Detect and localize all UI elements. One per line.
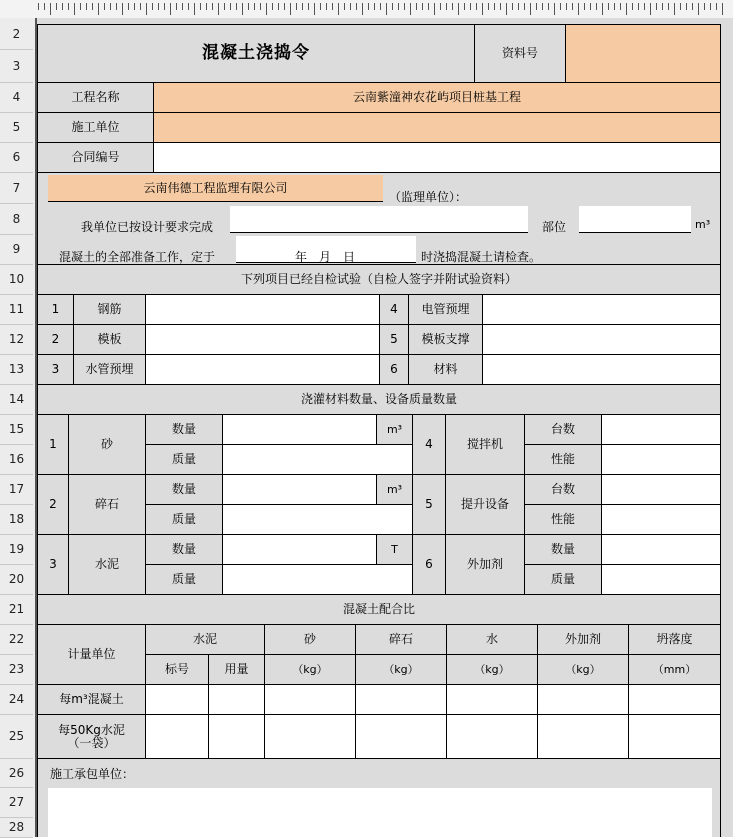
ruler-tick xyxy=(572,3,573,10)
ruler-tick xyxy=(548,3,549,10)
col-additive[interactable]: 外加剂 xyxy=(537,624,629,655)
qty-value[interactable] xyxy=(222,474,377,505)
notice-line1-prefix: 我单位已按设计要求完成 xyxy=(81,220,214,234)
row-number[interactable]: 20 xyxy=(0,564,33,595)
footer-contractor-label: 施工承包单位： xyxy=(50,767,135,781)
material-label[interactable]: 砂 xyxy=(68,414,146,475)
equipment-no[interactable]: 5 xyxy=(412,474,446,535)
ruler-tick xyxy=(68,3,69,10)
materials-header[interactable]: 浇灌材料数量、设备质量数量 xyxy=(37,384,721,415)
ruler-tick xyxy=(248,3,249,10)
ruler-tick xyxy=(458,3,459,15)
ruler-tick xyxy=(212,3,213,10)
selfcheck-sign[interactable] xyxy=(145,354,380,385)
qty-label[interactable]: 数量 xyxy=(145,414,223,445)
work-content-field[interactable] xyxy=(230,206,528,233)
ruler-tick xyxy=(332,3,333,10)
ruler-tick xyxy=(338,3,339,15)
qty-value[interactable] xyxy=(222,414,377,445)
notice-line2-suffix: 时浇捣混凝土请检查。 xyxy=(421,250,542,264)
row-number[interactable]: 23 xyxy=(0,654,33,685)
project-name-label[interactable]: 工程名称 xyxy=(37,82,154,113)
ruler-tick xyxy=(440,3,441,10)
additive-qty-label[interactable]: 数量 xyxy=(524,534,602,565)
ruler-tick xyxy=(314,3,315,15)
ruler-tick xyxy=(434,3,435,15)
ruler-tick xyxy=(284,3,285,10)
qty-label[interactable]: 数量 xyxy=(145,534,223,565)
ruler-tick xyxy=(146,3,147,15)
doc-no-value[interactable] xyxy=(565,24,721,83)
part-label: 部位 xyxy=(542,220,567,234)
material-no[interactable]: 1 xyxy=(37,414,69,475)
row-number[interactable]: 6 xyxy=(0,142,33,173)
ruler-tick xyxy=(296,3,297,10)
mix-header[interactable]: 混凝土配合比 xyxy=(37,594,721,625)
mix-row-per-bag-line2: （一袋） xyxy=(67,735,116,750)
selfcheck-label[interactable]: 材料 xyxy=(408,354,483,385)
ruler-tick xyxy=(38,3,39,10)
ruler-tick xyxy=(518,3,519,10)
selfcheck-no[interactable]: 4 xyxy=(379,294,409,325)
ruler-tick xyxy=(320,3,321,10)
ruler-tick xyxy=(722,3,723,15)
ruler-tick xyxy=(242,3,243,15)
mix-cell[interactable] xyxy=(628,684,721,715)
ruler-tick xyxy=(554,3,555,15)
perf-label[interactable]: 性能 xyxy=(524,444,602,475)
unit-mm[interactable]: （mm） xyxy=(628,654,721,685)
ruler-tick xyxy=(566,3,567,10)
selfcheck-sign[interactable] xyxy=(145,294,380,325)
ruler-tick xyxy=(62,3,63,10)
ruler-tick xyxy=(374,3,375,10)
ruler-tick xyxy=(182,3,183,10)
ruler-tick xyxy=(590,3,591,10)
col-slump[interactable]: 坍落度 xyxy=(628,624,721,655)
ruler-tick xyxy=(290,3,291,15)
perf-label[interactable]: 性能 xyxy=(524,504,602,535)
ruler-tick xyxy=(632,3,633,10)
row-number[interactable]: 24 xyxy=(0,684,33,715)
ruler-tick xyxy=(530,3,531,15)
qty-unit[interactable]: m³ xyxy=(376,414,413,445)
ruler-tick xyxy=(698,3,699,15)
ruler-tick xyxy=(500,3,501,10)
mix-cell[interactable] xyxy=(537,684,629,715)
quality-value[interactable] xyxy=(222,444,413,475)
ruler-tick xyxy=(92,3,93,10)
ruler-tick xyxy=(266,3,267,15)
ruler-tick xyxy=(230,3,231,10)
ruler-tick xyxy=(326,3,327,10)
ruler-tick xyxy=(362,3,363,15)
count-label[interactable]: 台数 xyxy=(524,414,602,445)
ruler-tick xyxy=(356,3,357,10)
ruler-tick xyxy=(704,3,705,10)
equipment-label[interactable]: 搅拌机 xyxy=(445,414,525,475)
date-text: 年 月 日 xyxy=(295,250,356,264)
ruler-tick xyxy=(122,3,123,15)
mix-row-per-bag-line1: 每50Kg水泥 xyxy=(58,722,125,737)
row-number[interactable]: 13 xyxy=(0,354,33,385)
contract-no-value[interactable] xyxy=(153,142,721,173)
doc-no-label[interactable]: 资料号 xyxy=(474,24,566,83)
part-field[interactable] xyxy=(579,206,691,233)
row-number[interactable]: 18 xyxy=(0,504,33,535)
selfcheck-header[interactable]: 下列项目已经自检试验（自检人签字并附试验资料） xyxy=(37,264,721,295)
row-number[interactable]: 8 xyxy=(0,203,33,235)
ruler-tick xyxy=(140,3,141,10)
material-label[interactable]: 水泥 xyxy=(68,534,146,595)
ruler-tick xyxy=(110,3,111,10)
selfcheck-sign[interactable] xyxy=(482,324,721,355)
unit-label[interactable]: 计量单位 xyxy=(37,624,146,685)
ruler-tick xyxy=(86,3,87,10)
row-number[interactable]: 26 xyxy=(0,758,33,788)
ruler-tick xyxy=(422,3,423,10)
supervisor-company[interactable]: 云南伟德工程监理有限公司 xyxy=(48,175,383,202)
equipment-no[interactable]: 4 xyxy=(412,414,446,475)
quality-label[interactable]: 质量 xyxy=(145,444,223,475)
selfcheck-sign[interactable] xyxy=(482,294,721,325)
ruler-tick xyxy=(80,3,81,10)
ruler-tick xyxy=(608,3,609,10)
ruler-tick xyxy=(620,3,621,10)
ruler-tick xyxy=(656,3,657,10)
row-header xyxy=(0,18,37,837)
col-cement[interactable]: 水泥 xyxy=(145,624,265,655)
selfcheck-label[interactable]: 钢筋 xyxy=(73,294,146,325)
ruler-tick xyxy=(584,3,585,10)
row-number[interactable]: 14 xyxy=(0,384,33,415)
row-number[interactable]: 12 xyxy=(0,324,33,355)
selfcheck-label[interactable]: 水管预埋 xyxy=(73,354,146,385)
ruler-tick xyxy=(662,3,663,10)
ruler-tick xyxy=(194,3,195,15)
ruler-tick xyxy=(170,3,171,15)
row-number[interactable]: 2 xyxy=(0,18,33,50)
unit-kg[interactable]: （kg） xyxy=(446,654,538,685)
row-number[interactable]: 27 xyxy=(0,787,33,818)
ruler-tick xyxy=(674,3,675,15)
contractor-value[interactable] xyxy=(153,112,721,143)
row-number[interactable]: 17 xyxy=(0,474,33,505)
ruler-tick xyxy=(224,3,225,10)
row-number[interactable]: 3 xyxy=(0,49,33,83)
ruler-tick xyxy=(560,3,561,10)
mix-cell[interactable] xyxy=(446,684,538,715)
ruler-tick xyxy=(386,3,387,15)
col-water[interactable]: 水 xyxy=(446,624,538,655)
selfcheck-no[interactable]: 5 xyxy=(379,324,409,355)
selfcheck-sign[interactable] xyxy=(482,354,721,385)
ruler-tick xyxy=(470,3,471,10)
ruler-tick xyxy=(614,3,615,10)
qty-unit[interactable]: T xyxy=(376,534,413,565)
ruler-tick xyxy=(644,3,645,10)
qty-unit[interactable]: m³ xyxy=(376,474,413,505)
mix-row-per-m3[interactable]: 每m³混凝土 xyxy=(37,684,146,715)
quality-value[interactable] xyxy=(222,504,413,535)
quality-label[interactable]: 质量 xyxy=(145,504,223,535)
ruler-tick xyxy=(578,3,579,15)
mix-cell[interactable] xyxy=(628,714,721,759)
ruler-tick xyxy=(218,3,219,15)
row-number[interactable]: 19 xyxy=(0,534,33,565)
selfcheck-no[interactable]: 6 xyxy=(379,354,409,385)
row-number[interactable]: 21 xyxy=(0,594,33,625)
ruler-tick xyxy=(158,3,159,10)
unit-kg[interactable]: （kg） xyxy=(264,654,356,685)
selfcheck-sign[interactable] xyxy=(145,324,380,355)
additive-quality-label[interactable]: 质量 xyxy=(524,564,602,595)
ruler-tick xyxy=(482,3,483,15)
worksheet xyxy=(37,18,733,837)
form-title[interactable]: 混凝土浇捣令 xyxy=(37,24,475,83)
ruler-tick xyxy=(74,3,75,15)
ruler-tick xyxy=(596,3,597,10)
ruler-tick xyxy=(638,3,639,10)
ruler-tick xyxy=(602,3,603,15)
ruler-tick xyxy=(476,3,477,10)
count-value[interactable] xyxy=(601,474,721,505)
ruler-tick xyxy=(416,3,417,10)
ruler-tick xyxy=(524,3,525,10)
ruler-tick xyxy=(164,3,165,10)
ruler-tick xyxy=(668,3,669,10)
ruler-tick xyxy=(506,3,507,15)
material-label[interactable]: 碎石 xyxy=(68,474,146,535)
col-gravel[interactable]: 碎石 xyxy=(355,624,447,655)
notice-line2-prefix: 混凝土的全部准备工作，定于 xyxy=(59,250,216,264)
ruler-tick xyxy=(152,3,153,10)
selfcheck-label[interactable]: 模板支撑 xyxy=(408,324,483,355)
ruler-tick xyxy=(206,3,207,10)
ruler-tick xyxy=(302,3,303,10)
count-label[interactable]: 台数 xyxy=(524,474,602,505)
ruler-tick xyxy=(56,3,57,10)
ruler-tick xyxy=(488,3,489,10)
ruler-tick xyxy=(260,3,261,10)
qty-value[interactable] xyxy=(222,534,377,565)
col-sand[interactable]: 砂 xyxy=(264,624,356,655)
ruler-tick xyxy=(626,3,627,15)
ruler-tick xyxy=(512,3,513,10)
selfcheck-no[interactable]: 2 xyxy=(37,324,74,355)
ruler-tick xyxy=(692,3,693,10)
row-number[interactable]: 22 xyxy=(0,624,33,655)
ruler-tick xyxy=(716,3,717,10)
unit-kg[interactable]: （kg） xyxy=(537,654,629,685)
row-number[interactable]: 4 xyxy=(0,82,33,113)
row-number[interactable]: 5 xyxy=(0,112,33,143)
row-number[interactable]: 25 xyxy=(0,714,33,759)
ruler-tick xyxy=(104,3,105,10)
unit-kg[interactable]: （kg） xyxy=(355,654,447,685)
selfcheck-label[interactable]: 模板 xyxy=(73,324,146,355)
equipment-label[interactable]: 提升设备 xyxy=(445,474,525,535)
row-number[interactable]: 28 xyxy=(0,817,33,838)
contractor-label[interactable]: 施工单位 xyxy=(37,112,154,143)
row-number[interactable]: 10 xyxy=(0,264,33,295)
equipment-no[interactable]: 6 xyxy=(412,534,446,595)
contract-no-label[interactable]: 合同编号 xyxy=(37,142,154,173)
supervisor-suffix: （监理单位）： xyxy=(389,190,468,204)
ruler-tick xyxy=(272,3,273,10)
quality-value[interactable] xyxy=(222,564,413,595)
footer-signature-area[interactable] xyxy=(48,788,712,837)
mix-row-per-bag[interactable] xyxy=(37,714,146,759)
mix-cell[interactable] xyxy=(208,684,265,715)
perf-value[interactable] xyxy=(601,444,721,475)
material-no[interactable]: 3 xyxy=(37,534,69,595)
row-number[interactable]: 7 xyxy=(0,172,33,204)
ruler-tick xyxy=(254,3,255,10)
row-number[interactable]: 9 xyxy=(0,234,33,265)
ruler-tick xyxy=(428,3,429,10)
col-dosage[interactable]: 用量 xyxy=(208,654,265,685)
ruler-tick xyxy=(650,3,651,15)
ruler-tick xyxy=(680,3,681,10)
additive-quality-value[interactable] xyxy=(601,564,721,595)
mix-cell[interactable] xyxy=(208,714,265,759)
ruler-tick xyxy=(464,3,465,10)
mix-cell[interactable] xyxy=(355,684,447,715)
mix-cell[interactable] xyxy=(264,714,356,759)
row-number[interactable]: 16 xyxy=(0,444,33,475)
ruler-tick xyxy=(380,3,381,10)
additive-qty-value[interactable] xyxy=(601,534,721,565)
mix-cell[interactable] xyxy=(537,714,629,759)
ruler-tick xyxy=(98,3,99,15)
selfcheck-no[interactable]: 1 xyxy=(37,294,74,325)
ruler-tick xyxy=(452,3,453,10)
col-grade[interactable]: 标号 xyxy=(145,654,209,685)
ruler-tick xyxy=(398,3,399,10)
row-number[interactable]: 11 xyxy=(0,294,33,325)
ruler-tick xyxy=(368,3,369,10)
ruler-tick xyxy=(392,3,393,10)
mix-cell[interactable] xyxy=(264,684,356,715)
ruler-tick xyxy=(350,3,351,10)
ruler-tick xyxy=(710,3,711,10)
ruler-tick xyxy=(308,3,309,10)
ruler-tick xyxy=(344,3,345,10)
ruler-tick xyxy=(404,3,405,10)
equipment-label[interactable]: 外加剂 xyxy=(445,534,525,595)
ruler-tick xyxy=(116,3,117,10)
mix-cell[interactable] xyxy=(446,714,538,759)
ruler-tick xyxy=(410,3,411,15)
quality-label[interactable]: 质量 xyxy=(145,564,223,595)
ruler-tick xyxy=(176,3,177,10)
ruler-tick xyxy=(686,3,687,10)
ruler-tick xyxy=(536,3,537,10)
mix-cell[interactable] xyxy=(355,714,447,759)
mix-cell[interactable] xyxy=(145,684,209,715)
ruler-tick xyxy=(188,3,189,10)
count-value[interactable] xyxy=(601,414,721,445)
ruler-tick xyxy=(236,3,237,10)
mix-cell[interactable] xyxy=(145,714,209,759)
ruler-tick xyxy=(494,3,495,10)
ruler-tick xyxy=(200,3,201,10)
ruler-tick xyxy=(278,3,279,10)
ruler-tick xyxy=(542,3,543,10)
ruler-tick xyxy=(128,3,129,10)
ruler-tick xyxy=(446,3,447,10)
column-ruler xyxy=(0,0,733,19)
perf-value[interactable] xyxy=(601,504,721,535)
ruler-tick xyxy=(50,3,51,15)
ruler-tick xyxy=(44,3,45,10)
project-name-value[interactable]: 云南紫潼神农花屿项目桩基工程 xyxy=(153,82,721,113)
selfcheck-no[interactable]: 3 xyxy=(37,354,74,385)
material-no[interactable]: 2 xyxy=(37,474,69,535)
ruler-tick xyxy=(134,3,135,10)
unit-m3: m³ xyxy=(695,218,711,231)
qty-label[interactable]: 数量 xyxy=(145,474,223,505)
row-number[interactable]: 15 xyxy=(0,414,33,445)
selfcheck-label[interactable]: 电管预埋 xyxy=(408,294,483,325)
